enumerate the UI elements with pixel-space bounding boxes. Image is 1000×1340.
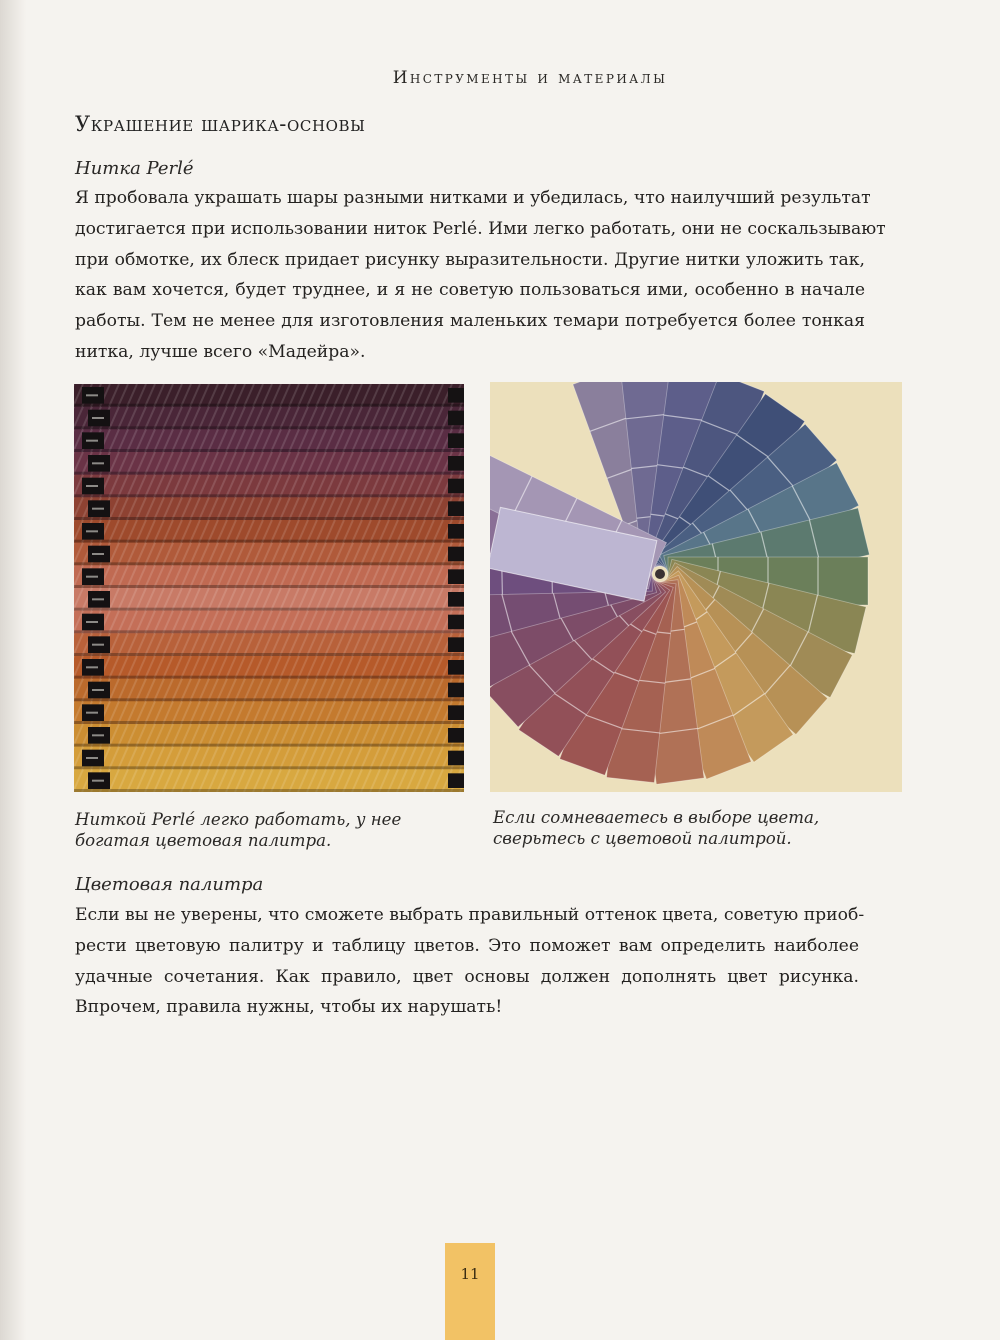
thread-skein bbox=[74, 747, 464, 770]
running-head: Инструменты и материалы bbox=[392, 68, 668, 88]
subhead-color-palette: Цветовая палитра bbox=[75, 874, 264, 895]
skein-shadow bbox=[74, 608, 464, 611]
skein-shadow bbox=[74, 404, 464, 407]
thread-skein bbox=[74, 611, 464, 634]
skein-shadow bbox=[74, 540, 464, 543]
thread-skein bbox=[74, 475, 464, 498]
thread-skein bbox=[74, 701, 464, 724]
skein-label-band bbox=[448, 569, 464, 584]
thread-skein bbox=[74, 452, 464, 475]
paragraph-color-palette bbox=[75, 900, 865, 1023]
skein-label-band bbox=[448, 524, 464, 539]
thread-skein bbox=[74, 497, 464, 520]
skein-label-band bbox=[448, 501, 464, 516]
thread-skein bbox=[74, 407, 464, 430]
skein-label-print bbox=[86, 485, 98, 487]
thread-skein bbox=[74, 588, 464, 611]
skein-label-band bbox=[448, 615, 464, 630]
skein-label-band bbox=[448, 751, 464, 766]
skein-label-band bbox=[448, 592, 464, 607]
paragraph-line: нитка, лучше всего «Мадейра». bbox=[75, 341, 366, 362]
paragraph-line: как вам хочется, будет труднее, и я не советую пользоваться ими, особенно в начале bbox=[75, 280, 865, 301]
page-number: 11 bbox=[460, 1265, 480, 1283]
thread-skein bbox=[74, 656, 464, 679]
palette-fan-illustration bbox=[490, 382, 902, 792]
caption-threads bbox=[75, 809, 401, 851]
skein-shadow bbox=[74, 789, 464, 792]
page-number-tab bbox=[445, 1243, 495, 1340]
paragraph-perle bbox=[75, 183, 886, 368]
thread-skein bbox=[74, 724, 464, 747]
paragraph-line: рести цветовую палитру и таблицу цветов. Это поможет вам определить наиболее bbox=[75, 935, 859, 956]
thread-skein bbox=[74, 384, 464, 407]
skein-label-band bbox=[448, 433, 464, 448]
binding-gutter-shade bbox=[0, 0, 26, 1340]
paragraph-line: Я пробовала украшать шары разными нитками и убедилась, что наилучший результат bbox=[75, 188, 871, 208]
skein-label-band bbox=[448, 683, 464, 698]
skein-label-print bbox=[92, 553, 104, 555]
skein-shadow bbox=[74, 676, 464, 679]
thread-skein bbox=[74, 633, 464, 656]
caption-line: богатая цветовая палитра. bbox=[75, 831, 332, 850]
skein-label-band bbox=[448, 456, 464, 471]
skein-shadow bbox=[74, 744, 464, 747]
skein-label-band bbox=[448, 773, 464, 788]
skein-label-print bbox=[92, 689, 104, 691]
skein-label-band bbox=[448, 479, 464, 494]
caption-line: Если сомневаетесь в выборе цвета, bbox=[493, 808, 820, 827]
skein-label-band bbox=[448, 547, 464, 562]
paragraph-line: Впрочем, правила нужны, чтобы их нарушать! bbox=[75, 997, 503, 1018]
skein-label-band bbox=[448, 660, 464, 675]
section-title: Украшение шарика-основы bbox=[75, 112, 366, 136]
thread-skein bbox=[74, 565, 464, 588]
threads-illustration bbox=[74, 384, 464, 792]
skein-label-print bbox=[86, 530, 98, 532]
skein-label-print bbox=[92, 598, 104, 600]
skein-shadow bbox=[74, 585, 464, 588]
photo-perle-threads bbox=[74, 384, 464, 792]
skein-shadow bbox=[74, 766, 464, 769]
skein-label-print bbox=[92, 644, 104, 646]
skein-label-band bbox=[448, 705, 464, 720]
skein-shadow bbox=[74, 494, 464, 497]
skein-label-print bbox=[86, 621, 98, 623]
skein-label-band bbox=[448, 411, 464, 426]
thread-skein bbox=[74, 543, 464, 566]
skein-shadow bbox=[74, 653, 464, 656]
thread-skein bbox=[74, 429, 464, 452]
paragraph-line: Если вы не уверены, что сможете выбрать правильный оттенок цвета, советую приоб- bbox=[75, 905, 865, 925]
paragraph-line: работы. Тем не менее для изготовления маленьких темари потребуется более тонкая bbox=[75, 311, 865, 332]
caption-line: Ниткой Perlé легко работать, у нее bbox=[75, 810, 402, 829]
fan-pivot bbox=[655, 569, 665, 579]
paragraph-line: достигается при использовании ниток Perlé. Ими легко работать, они не соскальзывают bbox=[75, 218, 886, 239]
skein-label-print bbox=[92, 508, 104, 510]
thread-skein bbox=[74, 679, 464, 702]
skein-shadow bbox=[74, 472, 464, 475]
skein-shadow bbox=[74, 630, 464, 633]
skein-shadow bbox=[74, 449, 464, 452]
skein-label-print bbox=[86, 440, 98, 442]
skein-label-print bbox=[92, 780, 104, 782]
skein-label-band bbox=[448, 728, 464, 743]
skein-label-print bbox=[86, 712, 98, 714]
skein-label-band bbox=[448, 388, 464, 403]
skein-shadow bbox=[74, 698, 464, 701]
paragraph-line: при обмотке, их блеск придает рисунку выразительности. Другие нитки уложить так, bbox=[75, 249, 865, 270]
photo-color-palette bbox=[490, 382, 902, 792]
caption-palette bbox=[493, 807, 819, 849]
skein-shadow bbox=[74, 721, 464, 724]
skein-label-print bbox=[86, 666, 98, 668]
thread-skein bbox=[74, 520, 464, 543]
caption-line: сверьтесь с цветовой палитрой. bbox=[493, 829, 792, 848]
skein-label-print bbox=[86, 394, 98, 396]
skein-label-band bbox=[448, 637, 464, 652]
skein-shadow bbox=[74, 517, 464, 520]
skein-label-print bbox=[92, 734, 104, 736]
subhead-perle: Нитка Perlé bbox=[75, 158, 194, 179]
thread-skein bbox=[74, 769, 464, 792]
skein-label-print bbox=[92, 462, 104, 464]
skein-shadow bbox=[74, 562, 464, 565]
paragraph-line: удачные сочетания. Как правило, цвет основы должен дополнять цвет рисунка. bbox=[75, 966, 859, 987]
skein-label-print bbox=[86, 757, 98, 759]
skein-label-print bbox=[92, 417, 104, 419]
skein-shadow bbox=[74, 426, 464, 429]
skein-label-print bbox=[86, 576, 98, 578]
